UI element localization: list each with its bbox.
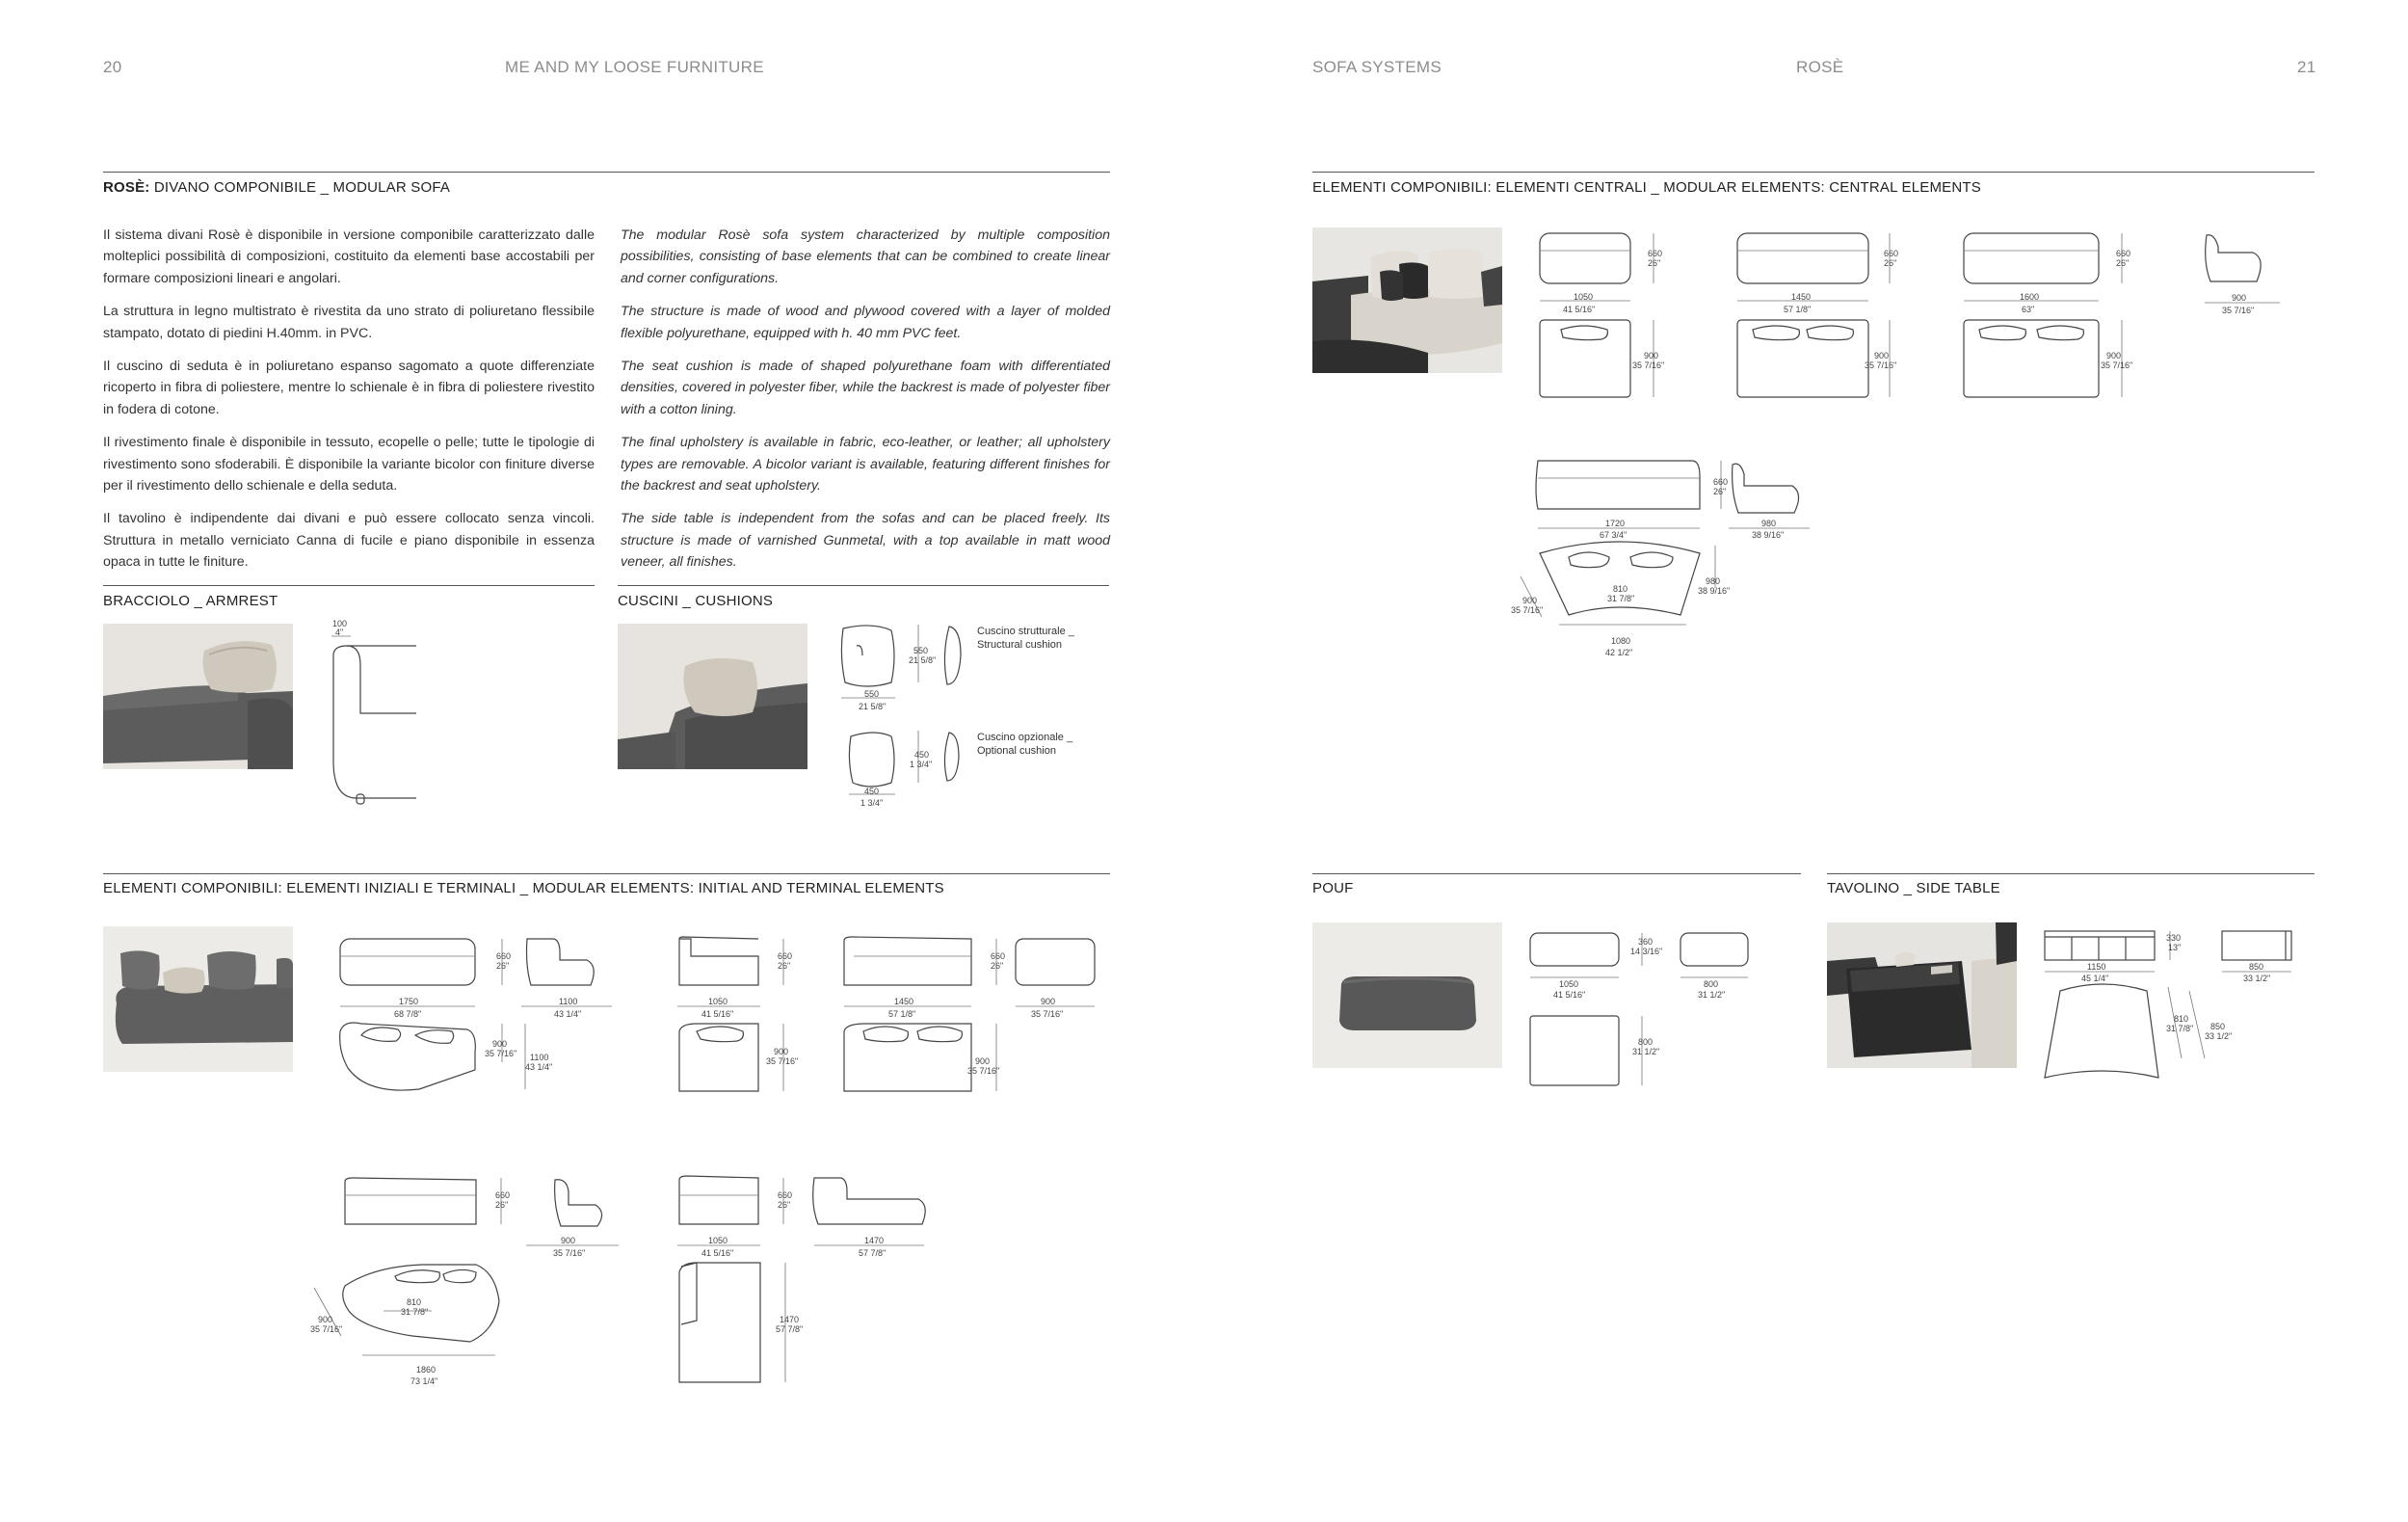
c5-w2-mm: 1080: [1611, 636, 1631, 646]
pouf-d-in: 31 1/2": [1632, 1047, 1660, 1056]
page-number-left: 20: [103, 58, 122, 76]
structural-w-mm: 550: [864, 689, 880, 699]
c5-d3-mm: 900: [1522, 596, 1538, 605]
c2-h-in: 26": [1884, 258, 1897, 268]
table-d2-in: 33 1/2": [2205, 1031, 2233, 1041]
e3-w-in: 57 1/8": [888, 1009, 916, 1019]
structural-h-mm: 550: [913, 646, 929, 655]
pouf-photo: [1312, 922, 1502, 1068]
armrest-photo: [103, 624, 293, 769]
c4-side-mm: 900: [2232, 293, 2247, 303]
c5-h-mm: 660: [1713, 477, 1729, 487]
structural-h-in: 21 5/8": [909, 655, 937, 665]
initial-element-1450-drawing: [836, 927, 1116, 1130]
pouf-h-mm: 360: [1638, 937, 1654, 947]
armrest-rule: [103, 585, 595, 586]
terminal-element-1860-drawing: [306, 1166, 634, 1398]
optional-label-it: Cuscino opzionale _: [977, 732, 1073, 743]
e4-h-in: 26": [495, 1200, 509, 1210]
c5-d3-in: 35 7/16": [1511, 605, 1544, 615]
pouf-h-in: 14 3/16": [1630, 947, 1663, 956]
it-paragraph: Il cuscino di seduta è in poliuretano espanso sagomato a quote differenziate ricoperto in fibra di poliestere, mentre lo schienale è in fibra di poliestere rivestito in fodera di cotone.: [103, 359, 595, 417]
en-paragraph: The side table is independent from the sofas and can be placed freely. Its structure is made of varnished Gunmetal, with a top available in matt wood veneer, all finishes.: [621, 511, 1110, 571]
side-table-photo: [1827, 922, 2017, 1068]
e5-w-in: 41 5/16": [701, 1248, 734, 1258]
en-paragraph: The final upholstery is available in fabric, eco-leather, or leather; all upholstery types are removable. A bicolor variant is available, featuring different finishes for the backrest and seat upholstery.: [621, 435, 1110, 494]
intro-heading: [103, 179, 450, 196]
c2-h-mm: 660: [1884, 249, 1899, 258]
table-h-in: 13": [2168, 943, 2182, 952]
catalogue-title: ME AND MY LOOSE FURNITURE: [505, 58, 764, 76]
pouf-drawing: [1524, 923, 1775, 1135]
c3-d-mm: 900: [2106, 351, 2122, 360]
c3-h-mm: 660: [2116, 249, 2131, 258]
e4-d-in: 35 7/16": [310, 1324, 343, 1334]
e4-side-in: 35 7/16": [553, 1248, 586, 1258]
e3-side-mm: 900: [1041, 997, 1056, 1006]
optional-h-in: 1 3/4": [910, 760, 933, 769]
c5-h-in: 26": [1713, 487, 1727, 496]
structural-label-it: Cuscino strutturale _: [977, 626, 1074, 637]
initial-element-1750-drawing: [332, 927, 631, 1130]
c3-h-in: 26": [2116, 258, 2130, 268]
e1-d2-in: 43 1/4": [525, 1062, 553, 1072]
table-d-in: 31 7/8": [2166, 1024, 2194, 1033]
e1-side-in: 43 1/4": [554, 1009, 582, 1019]
c1-d-in: 35 7/16": [1632, 360, 1665, 370]
structural-label-en: Structural cushion: [977, 639, 1063, 651]
e2-h-in: 26": [778, 961, 791, 971]
central-element-1600-drawing: [1956, 224, 2149, 416]
intro-text-italian: [103, 225, 595, 585]
pouf-heading: POUF: [1312, 880, 1354, 896]
c3-d-in: 35 7/16": [2101, 360, 2133, 370]
intro-heading-rest: DIVANO COMPONIBILE _ MODULAR SOFA: [149, 179, 451, 196]
central-element-1050-drawing: [1532, 224, 1677, 416]
pouf-rule: [1312, 873, 1801, 874]
e1-d-mm: 900: [492, 1039, 508, 1049]
side-table-rule: [1827, 873, 2315, 874]
c5-d-mm: 980: [1706, 576, 1721, 586]
c1-h-in: 26": [1648, 258, 1661, 268]
cushions-rule: [618, 585, 1109, 586]
optional-w-in: 1 3/4": [860, 798, 884, 808]
table-side-mm: 850: [2249, 962, 2264, 972]
armrest-dim-mm: 100: [332, 619, 348, 628]
optional-h-mm: 450: [914, 750, 930, 760]
c2-w-mm: 1450: [1791, 292, 1812, 302]
optional-label-en: Optional cushion: [977, 745, 1056, 757]
c3-w-in: 63": [2022, 305, 2035, 314]
intro-heading-bold: ROSÈ:: [103, 179, 150, 196]
cushions-heading: CUSCINI _ CUSHIONS: [618, 593, 774, 609]
central-curved-element-drawing: [1503, 453, 1821, 684]
armrest-heading: BRACCIOLO _ ARMREST: [103, 593, 278, 609]
e5-w-mm: 1050: [708, 1236, 728, 1245]
e4-h-mm: 660: [495, 1190, 511, 1200]
pouf-w-in: 41 5/16": [1553, 990, 1586, 1000]
e1-w-mm: 1750: [399, 997, 419, 1006]
e1-d-in: 35 7/16": [485, 1049, 517, 1058]
optional-cushion-label: [977, 731, 1072, 758]
e2-w-mm: 1050: [708, 997, 728, 1006]
it-paragraph: La struttura in legno multistrato è rivestita da uno strato di poliuretano flessibile stampato, dotato di piedini H.40mm. in PVC.: [103, 304, 595, 341]
c4-side-in: 35 7/16": [2222, 306, 2255, 315]
c5-side-in: 38 9/16": [1752, 530, 1785, 540]
central-elements-rule: [1312, 172, 2315, 173]
c5-w-in: 67 3/4": [1600, 530, 1627, 540]
c5-d2-in: 31 7/8": [1607, 594, 1635, 603]
table-h-mm: 330: [2166, 933, 2182, 943]
c3-w-mm: 1600: [2020, 292, 2040, 302]
table-w-in: 45 1/4": [2081, 974, 2109, 983]
table-d-mm: 810: [2174, 1014, 2189, 1024]
pouf-d-mm: 800: [1638, 1037, 1654, 1047]
en-paragraph: The seat cushion is made of shaped polyurethane foam with differentiated densities, covered in polyester fiber, while the backrest is made of polyester fiber with a cotton lining.: [621, 359, 1110, 417]
e2-h-mm: 660: [778, 951, 793, 961]
central-elements-heading: ELEMENTI COMPONIBILI: ELEMENTI CENTRALI _ MODULAR ELEMENTS: CENTRAL ELEMENTS: [1312, 179, 1981, 196]
pouf-w-mm: 1050: [1559, 979, 1579, 989]
it-paragraph: Il rivestimento finale è disponibile in tessuto, ecopelle o pelle; tutte le tipologie di rivestimento sono sfoderabili. È disponibile la variante bicolor con finiture diverse per il rivestimento dello schienale e della seduta.: [103, 435, 595, 494]
c5-d2-mm: 810: [1613, 584, 1628, 594]
armrest-dim-in: 4": [335, 627, 344, 637]
e2-w-in: 41 5/16": [701, 1009, 734, 1019]
central-element-1450-drawing: [1730, 224, 1913, 416]
pouf-side-in: 31 1/2": [1698, 990, 1726, 1000]
e5-d-in: 57 7/8": [776, 1324, 804, 1334]
e1-h-in: 26": [496, 961, 510, 971]
c5-w2-in: 42 1/2": [1605, 648, 1633, 657]
optional-w-mm: 450: [864, 787, 880, 796]
e5-side-in: 57 7/8": [859, 1248, 886, 1258]
product-title: ROSÈ: [1796, 58, 1844, 76]
c1-w-in: 41 5/16": [1563, 305, 1596, 314]
initial-elements-photo: [103, 926, 293, 1072]
e1-h-mm: 660: [496, 951, 512, 961]
e5-side-mm: 1470: [864, 1236, 885, 1245]
e3-h-in: 26": [991, 961, 1004, 971]
e4-d-mm: 900: [318, 1315, 333, 1324]
e2-d-in: 35 7/16": [766, 1056, 799, 1066]
c2-d-mm: 900: [1874, 351, 1890, 360]
c2-w-in: 57 1/8": [1784, 305, 1812, 314]
table-w-mm: 1150: [2087, 962, 2106, 972]
e1-side-mm: 1100: [559, 997, 578, 1006]
c1-d-mm: 900: [1644, 351, 1659, 360]
terminal-element-1470-drawing: [670, 1166, 949, 1398]
central-elements-photo: [1312, 227, 1502, 373]
c2-d-in: 35 7/16": [1865, 360, 1897, 370]
intro-rule: [103, 172, 1110, 173]
e3-d-mm: 900: [975, 1056, 991, 1066]
initial-element-1050-drawing: [670, 927, 814, 1130]
c5-d-in: 38 9/16": [1698, 586, 1731, 596]
e4-w-mm: 1860: [416, 1365, 437, 1375]
e3-h-mm: 660: [991, 951, 1006, 961]
it-paragraph: Il tavolino è indipendente dai divani e può essere collocato senza vincoli. Struttura in metallo verniciato Canna di fucile e piano disponibile in essenza opaca in tutte le finiture.: [103, 511, 595, 571]
table-side-in: 33 1/2": [2243, 974, 2271, 983]
side-table-heading: TAVOLINO _ SIDE TABLE: [1827, 880, 2000, 896]
e4-side-mm: 900: [561, 1236, 576, 1245]
e3-side-in: 35 7/16": [1031, 1009, 1064, 1019]
e5-h-mm: 660: [778, 1190, 793, 1200]
structural-cushion-label: [977, 625, 1074, 652]
structural-w-in: 21 5/8": [859, 702, 886, 711]
cushions-photo: [618, 624, 807, 769]
en-paragraph: The modular Rosè sofa system characterized by multiple composition possibilities, consisting of base elements that can be combined to create linear and corner configurations.: [621, 227, 1110, 286]
e4-w-in: 73 1/4": [410, 1376, 438, 1386]
c5-w-mm: 1720: [1605, 519, 1626, 528]
e1-d2-mm: 1100: [530, 1053, 549, 1062]
initial-elements-heading: ELEMENTI COMPONIBILI: ELEMENTI INIZIALI E TERMINALI _ MODULAR ELEMENTS: INITIAL AND TERMINAL ELEMENTS: [103, 880, 944, 896]
table-d2-mm: 850: [2210, 1022, 2226, 1031]
e5-h-in: 26": [778, 1200, 791, 1210]
en-paragraph: The structure is made of wood and plywood covered with a layer of molded flexible polyurethane, equipped with h. 40 mm PVC feet.: [621, 304, 1110, 341]
e4-d2-in: 31 7/8": [401, 1307, 429, 1317]
pouf-side-mm: 800: [1704, 979, 1719, 989]
armrest-drawing: [318, 617, 424, 810]
e3-w-mm: 1450: [894, 997, 914, 1006]
e4-d2-mm: 810: [407, 1297, 422, 1307]
central-element-side-drawing: [2197, 224, 2313, 330]
c1-h-mm: 660: [1648, 249, 1663, 258]
e1-w-in: 68 7/8": [394, 1009, 422, 1019]
e2-d-mm: 900: [774, 1047, 789, 1056]
intro-text-english: [621, 225, 1110, 585]
c5-side-mm: 980: [1761, 519, 1777, 528]
page-number-right: 21: [2297, 58, 2316, 76]
e5-d-mm: 1470: [780, 1315, 800, 1324]
c1-w-mm: 1050: [1574, 292, 1594, 302]
it-paragraph: Il sistema divani Rosè è disponibile in versione componibile caratterizzato dalle molteplici possibilità di composizioni, costituito da elementi base accostabili per formare composizioni lineari e angolari.: [103, 227, 595, 286]
e3-d-in: 35 7/16": [967, 1066, 1000, 1076]
section-title: SOFA SYSTEMS: [1312, 58, 1442, 76]
initial-elements-rule: [103, 873, 1110, 874]
side-table-drawing: [2041, 923, 2311, 1097]
